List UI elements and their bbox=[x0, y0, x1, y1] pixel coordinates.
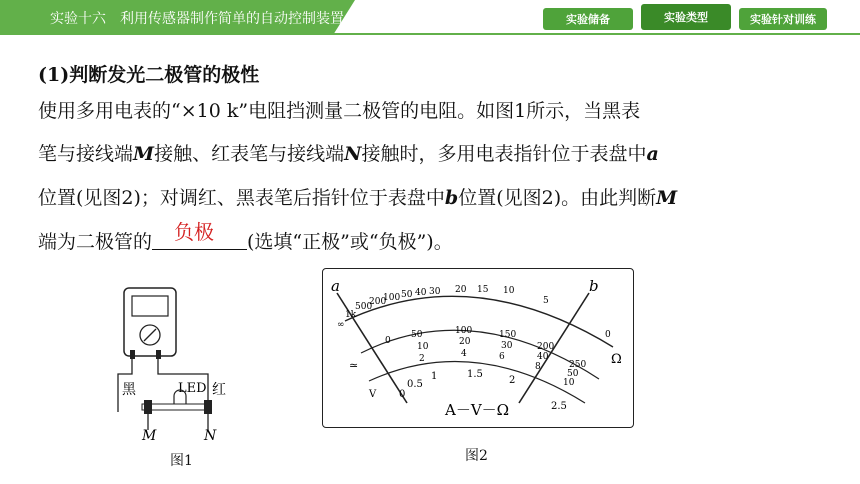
answer-text: 负极 bbox=[174, 220, 215, 244]
header-divider bbox=[0, 33, 860, 35]
black-probe-label: 黑 bbox=[122, 382, 136, 398]
svg-text:1k: 1k bbox=[345, 310, 357, 320]
figure-2-meter bbox=[323, 269, 635, 429]
svg-text:100: 100 bbox=[383, 293, 401, 303]
svg-text:2: 2 bbox=[509, 375, 516, 386]
nav-button-preparation[interactable]: 实验储备 bbox=[543, 8, 633, 30]
probe-jack-red bbox=[156, 350, 161, 359]
svg-text:0: 0 bbox=[385, 336, 391, 346]
header-bar bbox=[0, 0, 860, 38]
ohm-unit-label: Ω bbox=[611, 352, 622, 367]
svg-text:150: 150 bbox=[499, 330, 517, 340]
svg-text:2: 2 bbox=[419, 354, 425, 364]
section-heading: (1)判断发光二极管的极性 bbox=[38, 64, 260, 86]
svg-text:30: 30 bbox=[429, 287, 441, 297]
pointer-b-label: b bbox=[589, 277, 599, 295]
answer-blank bbox=[152, 220, 247, 250]
svg-text:1.5: 1.5 bbox=[467, 369, 483, 380]
svg-text:20: 20 bbox=[455, 285, 467, 295]
nav-button-training[interactable]: 实验针对训练 bbox=[739, 8, 827, 30]
svg-text:1: 1 bbox=[431, 371, 438, 382]
svg-text:10: 10 bbox=[417, 342, 429, 352]
svg-text:40: 40 bbox=[415, 288, 427, 298]
figure-2-frame bbox=[322, 268, 634, 428]
led-label: LED bbox=[178, 381, 207, 396]
svg-text:500: 500 bbox=[355, 302, 373, 312]
terminal-m-label: M bbox=[142, 428, 157, 442]
terminal-n-label: N bbox=[204, 428, 217, 442]
multimeter-display bbox=[132, 296, 168, 316]
terminal-m bbox=[144, 400, 152, 414]
text-line-3: 位置(见图2)；对调红、黑表笔后指针位于表盘中b位置(见图2)。由此判断M bbox=[38, 187, 678, 209]
text-line-4: 端为二极管的 负极 (选填“正极”或“负极”)。 bbox=[38, 220, 453, 253]
svg-text:0: 0 bbox=[399, 389, 406, 400]
terminal-n bbox=[204, 400, 212, 414]
pointer-a-label: a bbox=[331, 277, 340, 295]
svg-text:100: 100 bbox=[455, 326, 473, 336]
dc-mark: ≃ bbox=[349, 359, 359, 372]
text-line-1: 使用多用电表的“×10 k”电阻挡测量二极管的电阻。如图1所示，当黑表 bbox=[38, 100, 641, 122]
svg-text:2.5: 2.5 bbox=[551, 401, 567, 412]
meter-face-label: A－V－Ω bbox=[445, 401, 510, 419]
svg-text:50: 50 bbox=[567, 369, 579, 379]
nav-button-types[interactable]: 实验类型 bbox=[641, 4, 731, 30]
svg-text:8: 8 bbox=[535, 362, 541, 372]
figure-1-caption: 图1 bbox=[170, 453, 193, 469]
svg-text:50: 50 bbox=[411, 330, 423, 340]
svg-text:6: 6 bbox=[499, 352, 505, 362]
red-probe-label: 红 bbox=[212, 382, 226, 398]
svg-text:4: 4 bbox=[461, 349, 467, 359]
text-line-2: 笔与接线端M接触、红表笔与接线端N接触时，多用电表指针位于表盘中a bbox=[38, 143, 659, 165]
ac-mark: V bbox=[369, 389, 377, 400]
svg-text:0: 0 bbox=[605, 330, 611, 340]
svg-text:0.5: 0.5 bbox=[407, 379, 423, 390]
svg-text:10: 10 bbox=[563, 378, 575, 388]
svg-text:20: 20 bbox=[459, 337, 471, 347]
figure-2-caption: 图2 bbox=[465, 448, 488, 464]
figure-1-diagram bbox=[108, 282, 258, 442]
svg-text:15: 15 bbox=[477, 285, 489, 295]
svg-text:250: 250 bbox=[569, 360, 587, 370]
svg-text:30: 30 bbox=[501, 341, 513, 351]
svg-text:200: 200 bbox=[537, 342, 555, 352]
svg-text:5: 5 bbox=[543, 296, 549, 306]
svg-text:∞: ∞ bbox=[337, 320, 345, 330]
probe-jack-black bbox=[130, 350, 135, 359]
svg-text:10: 10 bbox=[503, 286, 515, 296]
svg-text:40: 40 bbox=[537, 352, 549, 362]
svg-text:200: 200 bbox=[369, 297, 387, 307]
svg-text:50: 50 bbox=[401, 290, 413, 300]
page-title: 实验十六 利用传感器制作简单的自动控制装置 bbox=[50, 11, 344, 27]
